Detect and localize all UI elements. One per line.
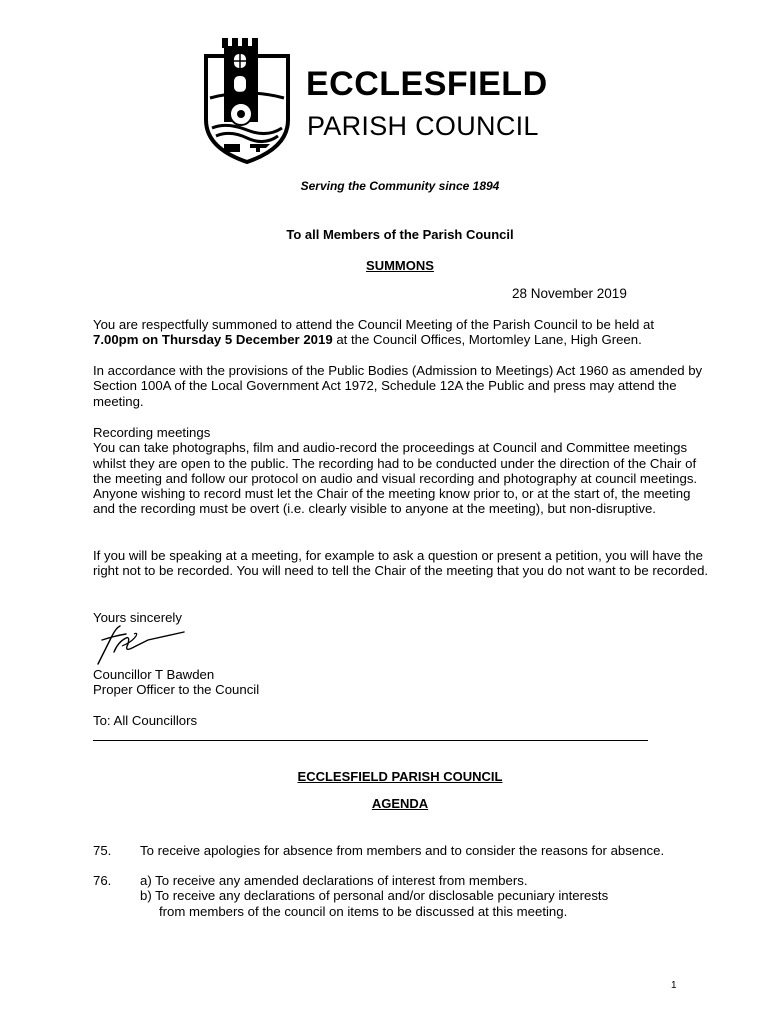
agenda-subitem-b-cont: from members of the council on items to be discussed at this meeting. bbox=[159, 903, 568, 919]
agenda-title: AGENDA bbox=[371, 796, 429, 811]
letter-date: 28 November 2019 bbox=[512, 286, 627, 301]
meeting-datetime: 7.00pm on Thursday 5 December 2019 bbox=[93, 332, 333, 348]
recipients-heading: To all Members of the Parish Council bbox=[286, 227, 514, 242]
agenda-subitem-b: b) To receive any declarations of personal and/or disclosable pecuniary interests bbox=[140, 888, 609, 904]
divider-line bbox=[93, 740, 648, 741]
tagline: Serving the Community since 1894 bbox=[300, 179, 500, 193]
summons-text-b: at the Council Offices, Mortomley Lane, High Green. bbox=[332, 332, 642, 348]
agenda-subitem-a: a) To receive any amended declarations of interest from members. bbox=[140, 873, 528, 888]
summons-paragraph bbox=[93, 317, 713, 348]
page-number: 1 bbox=[671, 980, 677, 991]
agenda-item-declarations bbox=[140, 873, 740, 919]
signature-image bbox=[92, 622, 188, 666]
agenda-item-number: 76. bbox=[93, 873, 112, 888]
closing: Yours sincerely bbox=[93, 610, 182, 625]
signatory-name: Councillor T Bawden bbox=[93, 667, 215, 682]
agenda-org-heading: ECCLESFIELD PARISH COUNCIL bbox=[297, 769, 503, 784]
summons-title: SUMMONS bbox=[366, 258, 434, 273]
summons-text-a: You are respectfully summoned to attend the Council Meeting of the Parish Council to be held at bbox=[93, 317, 655, 332]
access-paragraph: In accordance with the provisions of the Public Bodies (Admission to Meetings) Act 1960 as amended by Section 100A of the Local Government Act 1972, Schedule 12A the Public and press may attend the meeting. bbox=[93, 363, 703, 409]
to-line: To: All Councillors bbox=[93, 713, 198, 728]
agenda-item-text: To receive apologies for absence from members and to consider the reasons for absence. bbox=[140, 843, 665, 858]
recording-section bbox=[93, 425, 713, 517]
org-name-line1: ECCLESFIELD bbox=[306, 65, 548, 103]
org-name-line2: PARISH COUNCIL bbox=[307, 111, 539, 141]
agenda-item-number: 75. bbox=[93, 843, 112, 858]
recording-heading: Recording meetings bbox=[93, 425, 211, 440]
recording-body: You can take photographs, film and audio-record the proceedings at Council and Committee meetings whilst they are open to the public. The recording had to be conducted under the direction of the Chair of the meeting and follow our protocol on audio and visual recording and photography at council meetings. Anyone wishing to record must let the Chair of the meeting know prior to, or at the start of, the meeting and the recording must be overt (i.e. clearly visible to anyone at the meeting), but non-disruptive. bbox=[93, 440, 698, 517]
church-tower-crest-icon bbox=[202, 36, 292, 164]
signatory-role: Proper Officer to the Council bbox=[93, 682, 260, 697]
speaking-paragraph: If you will be speaking at a meeting, for example to ask a question or present a petition, you will have the right not to be recorded. You will need to tell the Chair of the meeting that you do not want to be recorded. bbox=[93, 548, 709, 579]
